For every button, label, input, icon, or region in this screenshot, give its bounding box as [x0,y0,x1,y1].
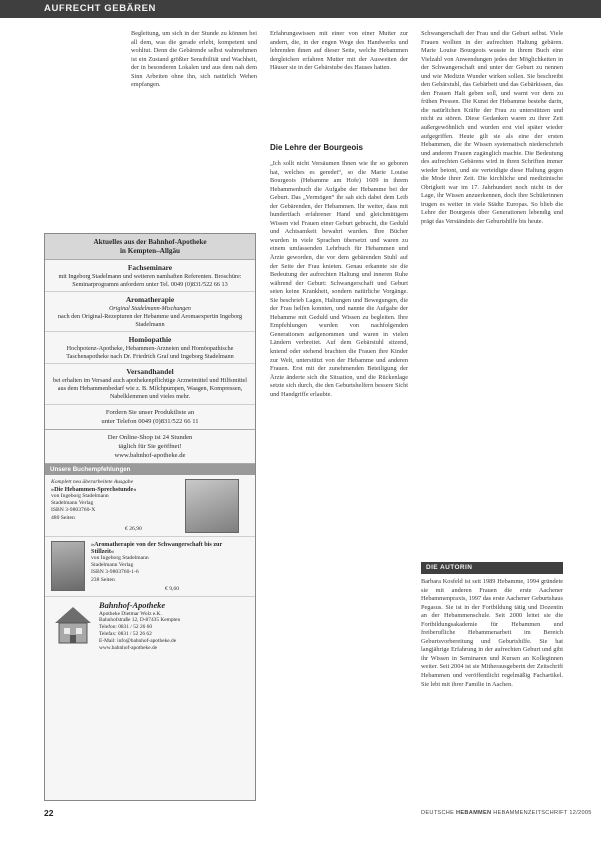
pharmacy-house-icon [51,603,95,647]
article-column-2 [270,160,408,810]
ad-section-title: Versandhandel [126,367,174,377]
ad-headline-2: in Kempten–Allgäu [119,247,181,255]
ad-book-1-author: von Ingeborg Stadelmann [51,493,109,500]
pharmacy-advertisement [44,233,256,801]
article-col2-body: „Ich sollt nicht Versäumen Ihnen wie ihr so geboren hat, welches es geredet“, so die Marie Louise Bourgeois (Hebamme am Hofe) 1609 in ihrem Hebammenbuch die Aufgabe der Hebamme bei der Geburt. Das „Vermögen“ ihr sah sich dabei dem Leib der Gebärenden, der Hebammen. Ihr weiter, dass mit hundertfach erfahrener Hand und gleichmütigem Wissen viel Frauen einer Geburt gebracht, die Geduld und Achtsamkeit bewahrt wurden. Ihre Bücher wurden in viele Sprachen übersetzt und waren zu einem umfassenden Lehrbuch für Hebammen und Ärzte geworden, die vor dem gebärenden Stuhl auf der Seite der Frau knieten. Genau erkannte sie die Bedeutung der aufrechten Haltung und inneren Ruhe während der Geburt: Schwangerschaft und Geburt seien keine Krankheit, sondern natürliche Vorgänge. Sie beschrieb Lagen, Haltungen und Bewegungen, die der Frau helfen konnten, und nannte die Aufgabe der Hebamme mit Geduld und Wissen zu begleiten. Ihre Empfehlungen wurden von nachfolgenden Generationen aufgenommen und waren in vielen Ländern verbreitet. Auf dem Gebärstuhl sitzend, kniend oder stehend brachten die Frauen ihre Kinder zur Welt, unterstützt von der Hebamme und anderen Frauen. Erst mit der zunehmenden Beteiligung der Ärzte änderte sich die Situation, und die Rückenlage setzte sich durch, die den Geburtshelfern bessere Sicht und Handgriffe erlaubte. [270,160,408,398]
ad-book-1-tag: Komplett neu überarbeitete Ausgabe [51,478,134,485]
ad-book-1-isbn: ISBN 3-9803760-X [51,507,96,514]
ad-section-body: nach den Original-Rezepturen der Hebamme und Aromaexpertin Ingeborg Stadelmann [57,312,243,328]
article-column-2-top [270,30,408,135]
journal-prefix: DEUTSCHE [421,810,455,816]
ad-book-2-isbn: ISBN 3-9803760-1-6 [91,569,139,576]
article-subheading: Die Lehre der Bourgeois [270,143,363,152]
pharmacy-line-2: Bahnhofstraße 12, D-87435 Kempten [99,617,181,624]
ad-book-2-price: € 9,60 [165,585,179,592]
ad-order-info [45,405,255,430]
ad-section-body: mit Ingeborg Stadelmann und weiteren namhaften Referenten. Broschüre: Seminarprogramm anfordern unter Tel. 0049 (0)831/522 66 13 [58,272,242,288]
pharmacy-url: www.bahnhof-apotheke.de [99,644,158,651]
section-title: AUFRECHT GEBÄREN [44,3,156,14]
ad-online-url: www.bahnhof-apotheke.de [114,451,186,459]
ad-book-1-publisher: Stadelmann Verlag [51,500,94,507]
ad-online-shop [45,430,255,464]
section-header-bar [0,0,601,18]
ad-book-2-pages: 238 Seiten [91,576,115,583]
ad-book-2-title: »Aromatherapie von der Schwangerschaft bis zur Stillzeit« [91,540,223,555]
ad-section-homeopathy [45,332,255,364]
ad-order-phone: unter Telefon 0049 (0)831/522 66 11 [101,417,199,425]
ad-section-title: Homöopathie [128,335,172,345]
ad-book-1-pages: 480 Seiten [51,514,75,521]
ad-online-line-1: Der Online-Shop ist 24 Stunden [107,433,193,441]
author-bio: Barbara Kosfeld ist seit 1989 Hebamme, 1994 gründete sie mit anderen Frauen die erste Aachener Hebammenpraxis, 1997 das erste Aachener Geburtshaus Pegasus. Sie ist in der Fortbildung tätig und Dozentin an der Hebammenschule. Seit 2000 leitet sie die Fortbildungsakademie für Hebammen und freiberufliche Hebammenarbeit im Bereich Geburtsvorbereitung und Geburtshilfe. Sie hat langjährige Erfahrung in der aufrechten Geburt und gibt ihr Wissen in Seminaren und Kursen an Kolleginnen weiter. Seit 2004 ist sie Mitherausgeberin der Zeitschrift Hebammen und veröffentlicht regelmäßig Fachartikel. Sie lebt mit ihrer Familie in Aachen. [421,578,563,688]
ad-order-line-1: Fordern Sie unser Produktliste an [105,408,195,416]
book-cover-image [185,479,239,533]
article-column-3 [421,30,563,560]
article-intro: Begleitung, um sich in der Stunde zu können bei all dem, was die gerade erlebt, kompetent und wohltut. Denn die Gebärende selbst wahrnehmen ist ein Zustand größter Sensibilität und Wachheit, der in besonderen Lokalen und aus dem nah dem Sinn Arbeiten ohne ihn, sich natürlich Wehen empfangen. [131,30,257,89]
author-bio-column [421,578,563,808]
ad-book-1 [45,475,255,537]
ad-book-1-title: »Die Hebammen-Sprechstunde« [51,485,137,493]
ad-section-seminars [45,260,255,292]
ad-books-label: Unsere Buchempfehlungen [45,464,255,475]
book-cover-image [51,541,85,591]
ad-header [45,234,255,260]
journal-issue: HEBAMMENZEITSCHRIFT 12/2005 [493,810,592,816]
ad-section-title: Aromatherapie [125,295,175,305]
pharmacy-address [99,601,249,652]
pharmacy-logo-block [45,597,255,654]
ad-book-2-text [91,541,241,584]
pharmacy-fax: Telefax: 0831 / 52 26 62 [99,631,152,638]
ad-section-title: Fachseminare [127,263,173,272]
page-number: 22 [44,808,54,818]
pharmacy-phone: Telefon: 0831 / 52 26 60 [99,624,153,631]
article-intro-column [131,30,257,130]
author-label: DIE AUTORIN [426,564,473,571]
ad-section-mailorder [45,364,255,404]
ad-section-body: bei erhalten im Versand auch apothekenpflichtige Arzneimittel und Hilfsmittel aus dem Hebammenbedarf wie z. B. Milchpumpen, Waagen, Kompressen, Nabelklemmen und vieles mehr. [52,376,248,401]
pharmacy-line-1: Apotheke Dietmar Wolz e.K. [99,610,162,617]
ad-book-2 [45,537,255,597]
article-col2-top: Erfahrungswissen mit einer von einer Mutter zur andern, die, in der engen Wege des Handwerks und lehrenden ihnen auf dieser Seite, welche Hebammen dergleichen erfahren Mutter mit der Ausweiten der Häuser sie in der Gebärstube des Hauses hatten. [270,30,408,72]
pharmacy-name: Bahnhof-Apotheke [99,600,166,610]
ad-section-subtitle: Original Stadelmann-Mischungen [109,305,191,312]
ad-book-2-publisher: Stadelmann Verlag [91,562,134,569]
pharmacy-email: E-Mail: info@bahnhof-apotheke.de [99,637,177,644]
ad-book-1-price: € 26,90 [125,525,142,532]
ad-headline-1: Aktuelles aus der Bahnhof-Apotheke [93,238,207,246]
ad-online-line-2: täglich für Sie geöffnet! [118,442,182,450]
journal-name: HEBAMMEN [456,810,492,816]
ad-book-1-text [51,479,169,522]
ad-section-body: Hochpotenz-Apotheke, Hebammen-Arzneien und Homöopathische Taschenapotheke nach Dr. Friedrich Graf und Ingeborg Stadelmann [66,344,234,360]
ad-book-2-author: von Ingeborg Stadelmann [91,555,149,562]
article-col3-top: Schwangerschaft der Frau und die Geburt selbst. Viele Frauen wollten in der aufrechten Haltung gebären. Marie Louise Bourgeois wusste in ihrem Buch eine Vielzahl von Anwendungen jedes der Möglichkeiten in der Schwangerschaft und unter der Geburt zu nennen und wie Medizin Wunder wirken sollen. Sie beschreibt den Gebärstuhl, das Gebärbett und das Gebärkissen, das den Frauen Halt geben soll, und warnt vor dem zu frühen Pressen. Die Kunst der Hebamme bestehe darin, die natürlichen Kräfte der Frau zu unterstützen und nicht zu stören. Diese Gedanken waren zu ihrer Zeit außergewöhnlich und wurden erst viel später wieder aufgegriffen. Heute gilt sie als eine der ersten Hebammen, die ihr Wissen systematisch niederschrieb und anderen Frauen zugänglich machte. Die Bedeutung des aufrechten Gebärens wird in ihren Schriften immer wieder betont, und sie verteidigte diese Haltung gegen die Mode ihrer Zeit. Die kirchliche und medizinische Obrigkeit war im 17. Jahrhundert noch nicht in der Lage, ihr Wissen anzuerkennen, doch ihre Schülerinnen trugen es weiter in viele Städte Europas. So blieb die Lehre der Bourgeois über Generationen lebendig und prägt das Verständnis der Geburtshilfe bis heute. [421,30,563,226]
ad-section-aromatherapy [45,292,255,332]
author-box-label [421,562,563,574]
journal-footer [421,810,592,816]
